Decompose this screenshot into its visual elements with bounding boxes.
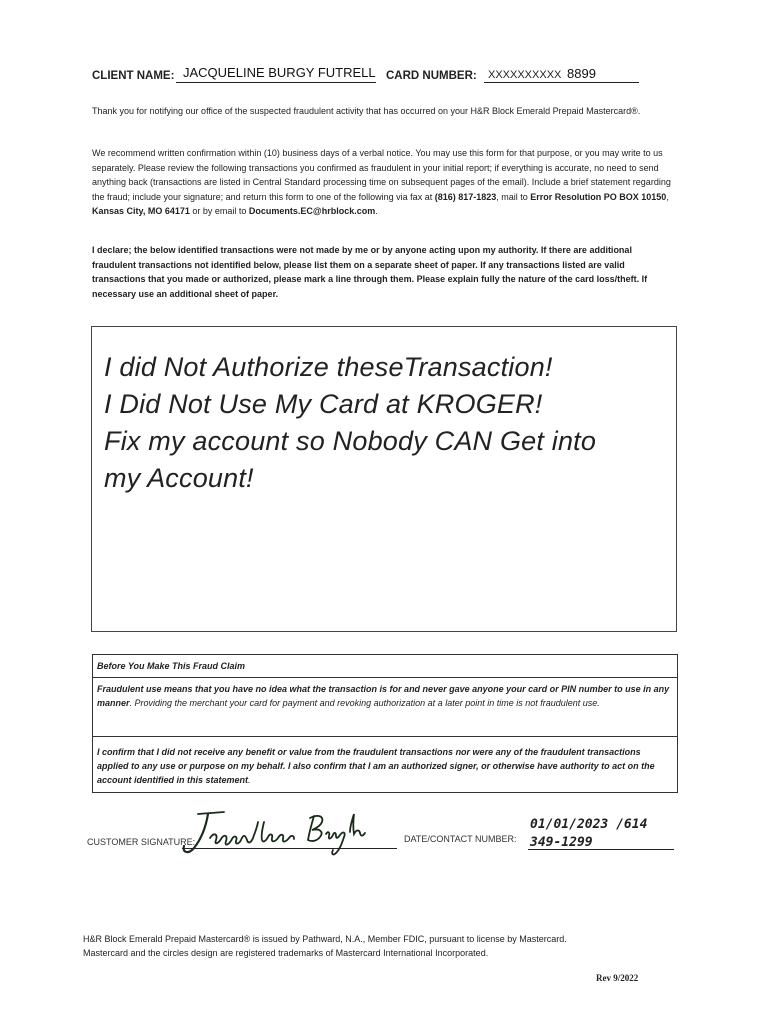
customer-signature[interactable]: [180, 808, 380, 860]
fraud-definition-bold: Fraudulent use means that you have no idea what the transaction is for and never gave anyone your card or PIN number to use in any manner: [97, 684, 670, 708]
client-name-label: CLIENT NAME:: [92, 70, 175, 82]
fraud-definition-rest: . Providing the merchant your card for payment and revoking authorization at a later point in time is not fraudulent use.: [129, 698, 600, 708]
fraud-confirmation-bold: I confirm that I did not receive any benefit or value from the fraudulent transactions nor were any of the fraudulent transactions applied to any use or purpose on my behalf. I also confirm that I am an authorized signer, or otherwise have authority to act on the account identified in this statement: [97, 747, 655, 785]
date-contact-line-1[interactable]: 01/01/2023 /614: [530, 817, 648, 832]
date-underline: [528, 849, 674, 850]
footer-line-2: Mastercard and the circles design are registered trademarks of Mastercard International Incorporated.: [83, 948, 489, 958]
date-contact-label: DATE/CONTACT NUMBER:: [404, 834, 517, 844]
statement-text: [104, 349, 596, 497]
revision-label: Rev 9/2022: [596, 973, 639, 983]
client-name-underline: [176, 82, 376, 83]
intro-paragraph: Thank you for notifying our office of the suspected fraudulent activity that has occurred on your H&R Block Emerald Prepaid Mastercard®.: [92, 106, 641, 116]
client-name-value[interactable]: JACQUELINE BURGY FUTRELL: [183, 65, 376, 80]
statement-line-2: I Did Not Use My Card at KROGER!: [104, 389, 543, 419]
fraud-definition: [93, 678, 677, 737]
recommend-text-2: , mail to: [496, 191, 531, 202]
fax-number: (816) 817-1823: [434, 191, 497, 202]
card-number-label: CARD NUMBER:: [386, 70, 477, 82]
statement-line-1: I did Not Authorize theseTransaction!: [104, 352, 553, 382]
fraud-confirmation: [93, 737, 677, 793]
recommend-text-1: We recommend written confirmation within (10) business days of a verbal notice. You may use this form for that purpose, or you may write to us separately. Please review the following transactions you confirmed as fraudulent in your initial report; if everything is accurate, no need to send anything back (transactions are listed in Central Standard processing time on subsequent pages of the email). Include a brief statement regarding the fraud; include your signature; and return this form to one of the following via fax at: [92, 148, 671, 202]
customer-signature-label: CUSTOMER SIGNATURE:: [87, 837, 196, 847]
email-address: Documents.EC@hrblock.com: [248, 206, 376, 216]
date-contact-line-2[interactable]: 349-1299: [530, 835, 593, 850]
fraud-claim-box: [92, 654, 678, 793]
card-number-last4[interactable]: 8899: [567, 66, 596, 81]
fraud-confirmation-end: .: [248, 775, 251, 785]
mail-city: Kansas City, MO 64171: [92, 206, 190, 216]
fraud-box-title: Before You Make This Fraud Claim: [93, 655, 677, 678]
recommend-text-3: ,: [666, 191, 669, 202]
declare-paragraph: I declare; the below identified transactions were not made by me or by anyone acting upon my authority. If there are additional fraudulent transactions not identified below, please list them on a separate sheet of paper. If any transactions listed are valid transactions that you made or authorized, please mark a line through them. Please explain fully the nature of the card loss/theft. If necessary use an additional sheet of paper.: [92, 245, 648, 299]
recommend-paragraph: [92, 146, 674, 219]
card-number-masked: XXXXXXXXXX: [488, 69, 562, 81]
recommend-text-4: or by email to: [189, 206, 249, 216]
statement-box[interactable]: [91, 326, 677, 632]
statement-line-4: my Account!: [104, 463, 254, 493]
card-number-underline: [484, 82, 639, 83]
signature-underline: [182, 848, 397, 849]
recommend-text-5: .: [375, 206, 378, 216]
footer-line-1: H&R Block Emerald Prepaid Mastercard® is issued by Pathward, N.A., Member FDIC, pursuant to license by Mastercard.: [83, 934, 567, 944]
statement-line-3: Fix my account so Nobody CAN Get into: [104, 426, 597, 456]
mail-address: Error Resolution PO BOX 10150: [530, 191, 667, 202]
